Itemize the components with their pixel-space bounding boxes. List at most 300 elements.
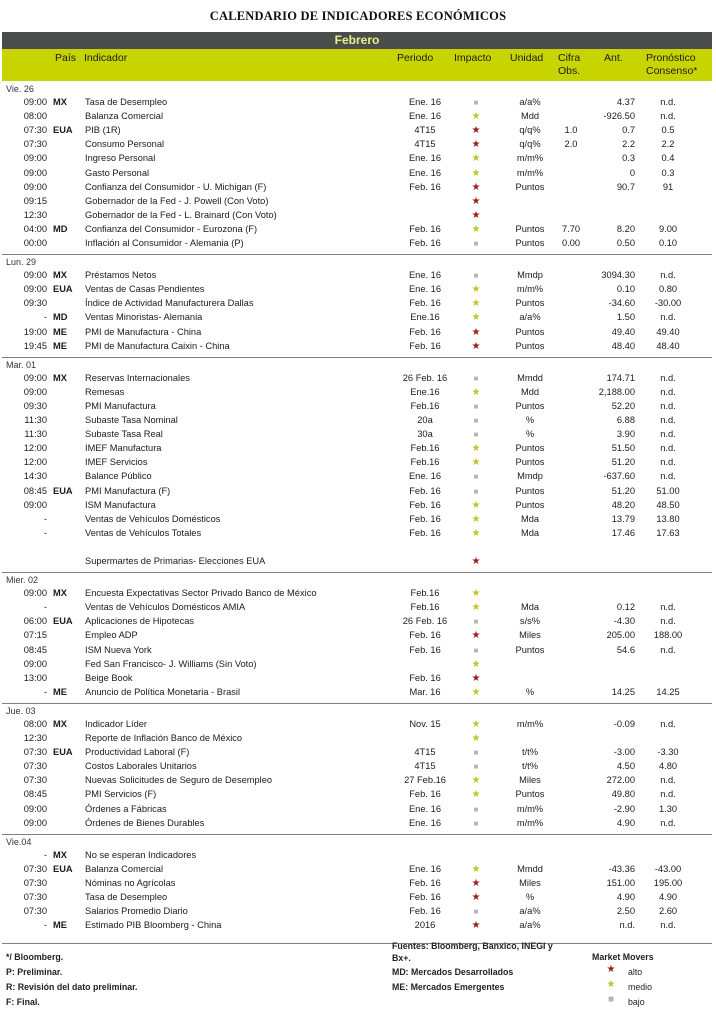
row-forecast: 14.25 xyxy=(656,686,680,697)
row-time: 09:00 xyxy=(23,284,47,295)
row-indicator: Beige Book xyxy=(85,672,133,683)
table-row xyxy=(0,414,716,427)
row-period: Feb. 16 xyxy=(409,527,441,538)
legend-alto-icon: ★ xyxy=(606,964,616,975)
row-country: MX xyxy=(53,849,67,860)
row-forecast: n.d. xyxy=(660,400,676,411)
table-row xyxy=(0,326,716,339)
row-unit: Mda xyxy=(520,527,540,538)
table-row xyxy=(0,209,716,222)
table-row xyxy=(0,181,716,194)
row-previous: 205.00 xyxy=(606,630,635,641)
row-unit: % xyxy=(525,892,535,902)
row-time: 12:00 xyxy=(23,443,47,454)
row-indicator: Ventas de Vehículos Domésticos AMIA xyxy=(85,602,246,613)
table-row xyxy=(0,686,716,699)
table-row xyxy=(0,817,716,830)
row-time: 12:30 xyxy=(23,733,47,743)
row-time: - xyxy=(43,602,47,613)
row-unit: m/m% xyxy=(516,803,544,814)
impact-alto-icon: ★ xyxy=(471,672,481,684)
row-previous: 48.40 xyxy=(611,340,635,351)
table-row xyxy=(0,124,716,137)
row-forecast: 49.40 xyxy=(656,326,680,337)
row-previous: 49.80 xyxy=(611,789,635,800)
row-time: 07:30 xyxy=(23,892,47,902)
row-indicator: Balance Público xyxy=(85,471,152,482)
row-period: 4T15 xyxy=(414,139,436,150)
row-unit: % xyxy=(525,415,535,425)
row-forecast: 48.40 xyxy=(656,340,680,351)
row-time: - xyxy=(43,312,47,323)
row-unit: Mda xyxy=(520,513,540,524)
row-time: 09:00 xyxy=(23,153,47,164)
impact-bajo-icon: ■ xyxy=(473,486,479,496)
impact-alto-icon: ★ xyxy=(471,181,481,193)
impact-alto-icon: ★ xyxy=(471,920,481,932)
row-time: 07:30 xyxy=(23,906,47,917)
row-period: Feb. 16 xyxy=(409,485,441,496)
table-row xyxy=(0,541,716,554)
row-forecast: n.d. xyxy=(660,817,676,828)
row-forecast: 0.10 xyxy=(658,238,678,248)
header-consenso: Consenso* xyxy=(646,65,698,77)
row-previous: 2,188.00 xyxy=(598,386,635,397)
row-time: 09:00 xyxy=(23,658,47,669)
row-time: 07:30 xyxy=(23,747,47,758)
row-previous: 51.50 xyxy=(611,443,635,454)
row-forecast: 0.80 xyxy=(658,284,678,295)
row-previous: 51.20 xyxy=(611,485,635,496)
row-previous: 3.90 xyxy=(616,429,635,440)
row-indicator: Gobernador de la Fed - L. Brainard (Con Voto) xyxy=(85,209,277,220)
impact-alto-icon: ★ xyxy=(471,125,481,137)
row-period: 20a xyxy=(417,415,433,425)
row-unit: Mmdd xyxy=(517,372,543,383)
row-unit: m/m% xyxy=(516,167,544,178)
row-period: Feb. 16 xyxy=(409,499,441,510)
table-header xyxy=(2,49,712,81)
row-indicator: IMEF Manufactura xyxy=(85,443,162,454)
row-time: 09:30 xyxy=(23,400,47,411)
row-period: Feb. 16 xyxy=(409,630,441,641)
row-unit: t/t% xyxy=(521,761,538,772)
row-period: Feb. 16 xyxy=(409,340,441,351)
row-period: 4T15 xyxy=(414,125,436,136)
row-period: Feb.16 xyxy=(410,588,440,599)
row-indicator: Ventas de Casas Pendientes xyxy=(85,284,205,295)
table-row xyxy=(0,644,716,657)
header-indicador: Indicador xyxy=(84,52,128,64)
row-time: - xyxy=(43,849,47,860)
row-unit: Miles xyxy=(519,877,541,888)
row-indicator: PMI Manufactura (F) xyxy=(85,485,171,496)
impact-medio-icon: ★ xyxy=(471,588,481,600)
row-period: Ene. 16 xyxy=(408,167,442,178)
row-country: MX xyxy=(53,718,67,729)
row-indicator: Productividad Laboral (F) xyxy=(85,747,190,758)
impact-alto-icon: ★ xyxy=(471,209,481,221)
impact-alto-icon: ★ xyxy=(471,556,481,567)
row-time: 07:30 xyxy=(23,877,47,888)
row-time: 13:00 xyxy=(23,672,47,683)
row-forecast: 48.50 xyxy=(656,499,680,510)
header-obs: Obs. xyxy=(558,65,581,77)
table-row xyxy=(0,760,716,773)
row-previous: 0.12 xyxy=(616,602,635,613)
row-unit: Puntos xyxy=(515,485,545,496)
row-period: Feb.16 xyxy=(410,400,440,411)
row-forecast: n.d. xyxy=(660,97,676,107)
row-unit: Mdd xyxy=(520,111,540,122)
row-forecast: 17.63 xyxy=(656,527,680,538)
row-forecast: n.d. xyxy=(660,443,676,454)
impact-medio-icon: ★ xyxy=(471,733,481,744)
legend-bajo-label: bajo xyxy=(628,997,645,1007)
impact-medio-icon: ★ xyxy=(471,386,481,398)
row-unit: Puntos xyxy=(515,499,545,510)
row-previous: -926.50 xyxy=(603,111,635,122)
table-row xyxy=(0,788,716,801)
table-row xyxy=(0,152,716,165)
row-indicator: Tasa de Desempleo xyxy=(85,97,168,107)
row-time: 19:00 xyxy=(23,326,47,337)
row-time: 07:30 xyxy=(23,761,47,772)
row-unit: m/m% xyxy=(516,817,544,828)
header-pronostico: Pronóstico xyxy=(646,52,696,64)
header-cifra: Cifra xyxy=(558,52,581,64)
table-row xyxy=(0,513,716,526)
table-row xyxy=(0,167,716,180)
table-row xyxy=(0,658,716,671)
row-country: EUA xyxy=(53,747,73,758)
row-forecast: 91 xyxy=(662,181,674,192)
row-previous: -3.00 xyxy=(613,747,635,758)
day-divider xyxy=(2,572,712,573)
row-previous: -43.36 xyxy=(608,863,635,874)
row-previous: n.d. xyxy=(619,920,635,931)
table-row xyxy=(0,732,716,745)
impact-medio-icon: ★ xyxy=(471,457,481,469)
footnote-md: MD: Mercados Desarrollados xyxy=(392,967,514,977)
row-time: 07:30 xyxy=(23,775,47,786)
impact-bajo-icon: ■ xyxy=(473,416,479,425)
row-period: Ene. 16 xyxy=(408,863,442,874)
row-unit: s/s% xyxy=(519,616,541,627)
row-time: 19:45 xyxy=(23,340,47,351)
table-row xyxy=(0,555,716,568)
footnote-me: ME: Mercados Emergentes xyxy=(392,982,505,992)
impact-medio-icon: ★ xyxy=(471,527,481,539)
row-time: 06:00 xyxy=(23,616,47,627)
row-country: ME xyxy=(53,340,67,351)
row-time: - xyxy=(43,920,47,931)
table-row xyxy=(0,527,716,540)
row-time: 09:00 xyxy=(23,588,47,599)
row-country: MX xyxy=(53,588,67,599)
row-period: 4T15 xyxy=(414,761,436,772)
table-row xyxy=(0,110,716,123)
row-time: 09:00 xyxy=(23,803,47,814)
row-previous: 17.46 xyxy=(611,527,635,538)
row-indicator: Balanza Comercial xyxy=(85,863,164,874)
row-forecast: -43.00 xyxy=(654,863,682,874)
row-unit: Puntos xyxy=(515,644,545,655)
impact-medio-icon: ★ xyxy=(471,602,481,614)
row-period: Mar. 16 xyxy=(409,686,441,697)
day-divider xyxy=(2,357,712,358)
row-previous: 4.90 xyxy=(616,817,635,828)
row-previous: 272.00 xyxy=(606,775,635,786)
row-time: 09:00 xyxy=(23,817,47,828)
impact-bajo-icon: ■ xyxy=(473,239,479,248)
day-label: Mier. 02 xyxy=(6,575,39,586)
row-previous: -4.30 xyxy=(613,616,635,627)
row-unit: a/a% xyxy=(519,920,541,931)
impact-medio-icon: ★ xyxy=(471,312,481,324)
table-row xyxy=(0,311,716,324)
row-indicator: Reservas Internacionales xyxy=(85,372,190,383)
impact-bajo-icon: ■ xyxy=(473,645,479,655)
impact-alto-icon: ★ xyxy=(471,630,481,642)
row-indicator: Costos Laborales Unitarios xyxy=(85,761,197,772)
row-previous: 49.40 xyxy=(611,326,635,337)
row-forecast: n.d. xyxy=(660,372,676,383)
row-time: 08:45 xyxy=(23,789,47,800)
row-previous: 13.79 xyxy=(611,513,635,524)
row-period: Feb. 16 xyxy=(409,181,441,192)
row-period: Feb. 16 xyxy=(409,298,441,309)
row-indicator: PIB (1R) xyxy=(85,125,121,136)
row-previous: 151.00 xyxy=(606,877,635,888)
row-unit: a/a% xyxy=(519,906,541,917)
row-country: EUA xyxy=(53,125,73,136)
row-indicator: Encuesta Expectativas Sector Privado Banco de México xyxy=(85,588,317,599)
row-indicator: Nuevas Solicitudes de Seguro de Desempleo xyxy=(85,775,273,786)
table-row xyxy=(0,601,716,614)
impact-bajo-icon: ■ xyxy=(473,373,479,383)
table-row xyxy=(0,746,716,759)
impact-medio-icon: ★ xyxy=(471,686,481,698)
table-row xyxy=(0,718,716,731)
row-unit: Puntos xyxy=(515,298,545,309)
row-period: 30a xyxy=(417,429,433,440)
impact-alto-icon: ★ xyxy=(471,326,481,338)
row-period: Ene. 16 xyxy=(408,284,442,295)
legend-medio-label: medio xyxy=(628,982,652,992)
row-period: Feb. 16 xyxy=(409,644,441,655)
row-forecast: n.d. xyxy=(660,270,676,281)
row-previous: 4.37 xyxy=(616,97,635,107)
row-forecast: 188.00 xyxy=(653,630,683,641)
table-row xyxy=(0,138,716,151)
row-unit: Miles xyxy=(519,630,541,641)
row-unit: Puntos xyxy=(515,340,545,351)
row-previous: 0.50 xyxy=(616,238,635,248)
row-period: Feb. 16 xyxy=(409,513,441,524)
row-country: MX xyxy=(53,97,67,107)
table-row xyxy=(0,485,716,498)
row-indicator: Nóminas no Agrícolas xyxy=(85,877,176,888)
row-time: 07:15 xyxy=(23,630,47,641)
row-previous: -2.90 xyxy=(613,803,635,814)
day-label: Mar. 01 xyxy=(6,359,37,370)
row-forecast: 4.80 xyxy=(658,761,678,772)
row-indicator: Supermartes de Primarias- Elecciones EUA xyxy=(85,556,266,566)
row-unit: Miles xyxy=(519,775,541,786)
row-period: 26 Feb. 16 xyxy=(402,372,448,383)
table-row xyxy=(0,905,716,918)
table-row xyxy=(0,470,716,483)
footnote-bloomberg: */ Bloomberg. xyxy=(6,952,64,962)
row-indicator: Gobernador de la Fed - J. Powell (Con Voto) xyxy=(85,195,269,206)
row-unit: % xyxy=(525,686,535,697)
row-time: 09:00 xyxy=(23,372,47,383)
day-divider xyxy=(2,834,712,835)
row-indicator: Préstamos Netos xyxy=(85,270,157,281)
row-country: ME xyxy=(53,686,67,697)
row-time: 07:30 xyxy=(23,125,47,136)
row-forecast: n.d. xyxy=(660,644,676,655)
table-row xyxy=(0,849,716,862)
row-time: 11:30 xyxy=(24,429,47,440)
row-indicator: PMI de Manufactura - China xyxy=(85,326,202,337)
impact-medio-icon: ★ xyxy=(471,718,481,730)
row-indicator: IMEF Servicios xyxy=(85,457,148,468)
impact-medio-icon: ★ xyxy=(471,153,481,165)
table-row xyxy=(0,386,716,399)
table-row xyxy=(0,237,716,250)
row-previous: 0 xyxy=(629,167,635,178)
impact-alto-icon: ★ xyxy=(471,892,481,903)
row-forecast: 13.80 xyxy=(656,513,680,524)
row-country: MD xyxy=(53,312,68,323)
row-indicator: Tasa de Desempleo xyxy=(85,892,168,902)
impact-bajo-icon: ■ xyxy=(473,818,479,828)
row-forecast: -30.00 xyxy=(654,298,682,309)
row-indicator: ISM Manufactura xyxy=(85,499,156,510)
footnote-revision: R: Revisión del dato preliminar. xyxy=(6,982,138,992)
page-title: CALENDARIO DE INDICADORES ECONÓMICOS xyxy=(209,9,507,23)
header-impacto: Impacto xyxy=(454,52,492,64)
row-country: ME xyxy=(53,920,67,931)
row-forecast: 195.00 xyxy=(653,877,683,888)
row-indicator: PMI Servicios (F) xyxy=(85,789,157,800)
row-forecast: n.d. xyxy=(660,789,676,800)
impact-alto-icon: ★ xyxy=(471,877,481,889)
row-time: 07:30 xyxy=(23,863,47,874)
row-forecast: n.d. xyxy=(660,718,676,729)
row-time: 08:45 xyxy=(23,644,47,655)
row-country: EUA xyxy=(53,485,73,496)
table-row xyxy=(0,297,716,310)
impact-alto-icon: ★ xyxy=(471,340,481,352)
legend-medio-icon: ★ xyxy=(606,979,616,990)
row-indicator: Ventas Minoristas- Alemania xyxy=(85,312,203,323)
row-forecast: n.d. xyxy=(660,111,676,122)
row-period: Feb.16 xyxy=(410,443,440,454)
row-previous: 51.20 xyxy=(611,457,635,468)
row-unit: Puntos xyxy=(515,326,545,337)
row-previous: 52.20 xyxy=(611,400,635,411)
row-indicator: PMI de Manufactura Caixin - China xyxy=(85,340,230,351)
header-periodo: Periodo xyxy=(397,52,434,64)
impact-alto-icon: ★ xyxy=(471,195,481,207)
row-previous: 8.20 xyxy=(616,223,635,234)
row-time: - xyxy=(43,513,47,524)
table-row xyxy=(0,283,716,296)
row-country: EUA xyxy=(53,616,73,627)
row-unit: Mda xyxy=(520,602,540,613)
row-unit: Puntos xyxy=(515,400,545,411)
row-indicator: Consumo Personal xyxy=(85,139,165,150)
impact-medio-icon: ★ xyxy=(471,284,481,296)
row-unit: m/m% xyxy=(516,718,544,729)
row-forecast: n.d. xyxy=(660,429,676,440)
row-forecast: -3.30 xyxy=(657,747,679,758)
row-unit: m/m% xyxy=(516,153,544,164)
row-unit: Mdd xyxy=(520,386,540,397)
row-country: MD xyxy=(53,223,68,234)
row-period: Ene. 16 xyxy=(408,270,442,281)
impact-medio-icon: ★ xyxy=(471,111,481,123)
row-indicator: Subaste Tasa Real xyxy=(85,429,163,440)
row-indicator: Órdenes a Fábricas xyxy=(85,803,167,814)
row-forecast: 2.2 xyxy=(661,139,675,150)
row-forecast: n.d. xyxy=(660,602,676,613)
row-previous: 0.3 xyxy=(622,153,635,164)
row-observed: 1.0 xyxy=(564,125,578,136)
row-previous: 0.10 xyxy=(616,284,635,295)
row-unit: a/a% xyxy=(519,97,541,107)
row-period: Feb. 16 xyxy=(409,672,441,683)
row-forecast: 51.00 xyxy=(656,485,680,496)
row-previous: 174.71 xyxy=(606,372,635,383)
row-unit: Mmdp xyxy=(517,471,543,482)
impact-bajo-icon: ■ xyxy=(473,401,479,411)
footer-divider xyxy=(2,943,712,944)
row-indicator: Indicador Líder xyxy=(85,718,148,729)
impact-medio-icon: ★ xyxy=(471,499,481,511)
footnote-fuentes-cont: Bx+. xyxy=(392,953,411,963)
row-period: Feb.16 xyxy=(410,457,440,468)
row-period: Ene. 16 xyxy=(408,153,442,164)
row-period: 2016 xyxy=(414,920,436,931)
row-indicator: Balanza Comercial xyxy=(85,111,164,122)
header-unidad: Unidad xyxy=(510,52,544,64)
month-banner: Febrero xyxy=(2,32,712,49)
impact-medio-icon: ★ xyxy=(471,789,481,801)
row-period: Feb. 16 xyxy=(409,906,441,917)
row-time: 09:30 xyxy=(23,298,47,309)
row-forecast: 2.60 xyxy=(658,906,678,917)
row-unit: Puntos xyxy=(515,789,545,800)
row-indicator: Ventas de Vehículos Domésticos xyxy=(85,513,221,524)
row-indicator: Ventas de Vehículos Totales xyxy=(85,527,202,538)
footnote-preliminar: P: Preliminar. xyxy=(6,967,63,977)
day-divider xyxy=(2,703,712,704)
row-indicator: PMI Manufactura xyxy=(85,400,156,411)
row-period: Ene. 16 xyxy=(408,817,442,828)
row-forecast: n.d. xyxy=(660,386,676,397)
row-previous: 14.25 xyxy=(611,686,635,697)
row-unit: Puntos xyxy=(515,181,545,192)
table-row xyxy=(0,195,716,208)
table-row xyxy=(0,96,716,109)
impact-medio-icon: ★ xyxy=(471,863,481,875)
impact-bajo-icon: ■ xyxy=(473,271,479,281)
table-row xyxy=(0,615,716,628)
